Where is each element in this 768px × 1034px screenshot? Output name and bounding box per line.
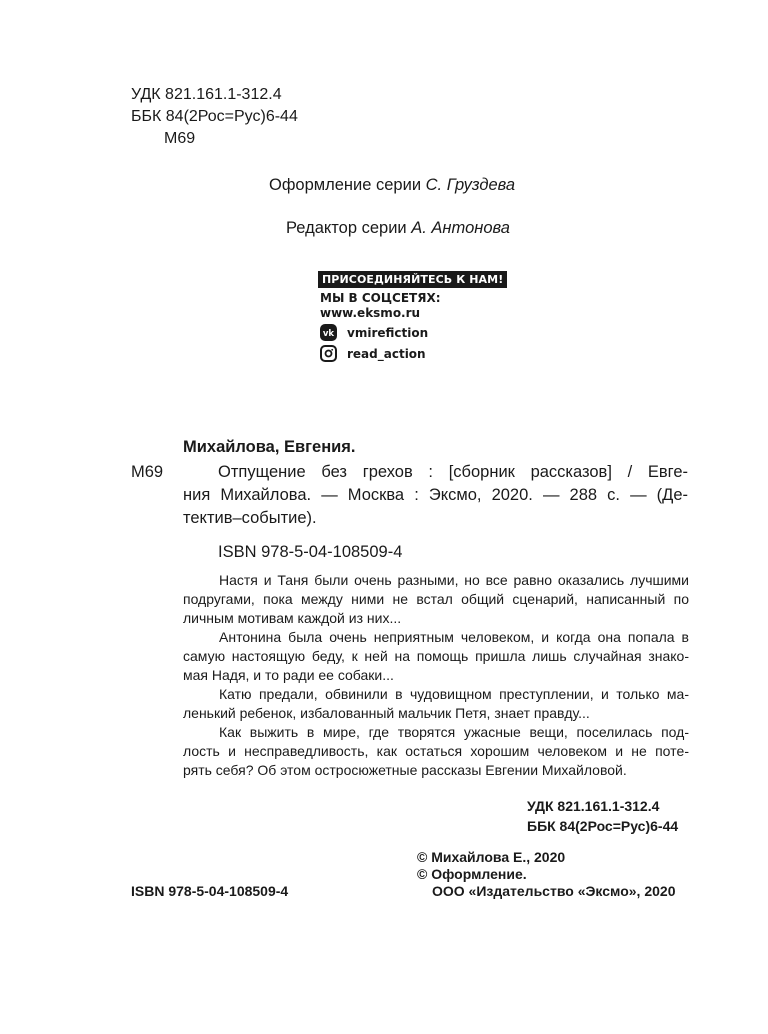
annotation-line: личным мотивам каждой из них... [183,610,402,626]
copyright-publisher: ООО «Издательство «Эксмо», 2020 [432,883,676,899]
record-author-mark: М69 [131,463,164,481]
copyright-design: © Оформление. [417,866,527,882]
website-link[interactable]: www.eksmo.ru [320,306,421,320]
annotation-line: рять себя? Об этом остросюжетные рассказы Евгении Михайловой. [183,762,627,778]
record-isbn: ISBN 978-5-04-108509-4 [218,543,403,561]
svg-text:vk: vk [322,329,335,339]
annotation-line: лость и несправедливость, как остаться хорошим человеком и не потe- [183,743,689,759]
series-design-name: С. Груздева [425,176,516,194]
author-mark: М69 [164,130,196,147]
annotation-line: подругами, пока между ними не встал общий сценарий, написанный по [183,591,689,607]
annotation-line: Настя и Таня были очень разными, но все равно оказались лучшими [219,572,689,588]
record-line-3: тектив–событие). [183,509,317,527]
social-heading: МЫ В СОЦСЕТЯХ: [320,291,441,305]
instagram-icon [320,345,337,362]
annotation-line: Катю предали, обвинили в чудовищном преступлении, и только ма- [219,686,689,702]
record-line-2: ния Михайлова. — Москва : Эксмо, 2020. — 288 с. — (Де- [183,486,688,504]
annotation-line: самую настоящую беду, к ней на помощь пришла лишь случайная знако- [183,648,689,664]
footer-bbk: ББК 84(2Рос=Рус)6-44 [527,818,679,834]
vk-icon [320,324,337,341]
annotation-line: Как выжить в мире, где творятся ужасные вещи, поселилась под- [219,724,689,740]
record-line-1: Отпущение без грехов : [сборник рассказов] / Евге- [218,463,688,481]
annotation-line: Антонина была очень неприятным человеком, и когда она попала в [219,629,689,645]
vk-handle[interactable]: vmirefiction [347,326,429,340]
series-design-credit [269,176,515,195]
footer-udk: УДК 821.161.1-312.4 [527,798,660,814]
annotation-line: мая Надя, и то ради ее собаки... [183,667,394,683]
copyright-author: © Михайлова Е., 2020 [417,849,566,865]
udk-code: УДК 821.161.1-312.4 [131,86,282,103]
annotation-line: ленький ребенок, избалованный мальчик Петя, знает правду... [183,705,590,721]
join-banner: ПРИСОЕДИНЯЙТЕСЬ К НАМ! [318,271,507,288]
instagram-handle[interactable]: read_action [347,347,426,361]
series-editor-label: Редактор серии [286,219,407,237]
series-design-label: Оформление серии [269,176,422,194]
series-editor-credit [286,219,510,238]
footer-isbn: ISBN 978-5-04-108509-4 [131,883,289,899]
series-editor-name: А. Антонова [411,219,510,237]
record-author: Михайлова, Евгения. [183,438,356,456]
bbk-code: ББК 84(2Рос=Рус)6-44 [131,108,298,125]
